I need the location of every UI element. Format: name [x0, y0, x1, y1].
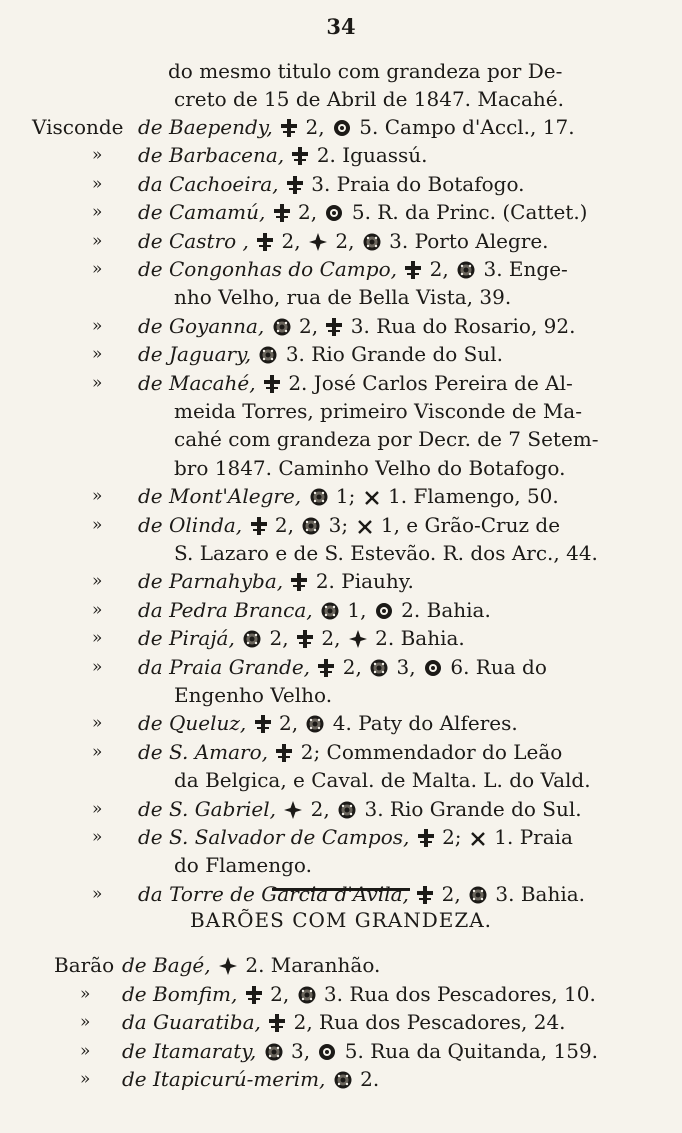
cross-icon: [268, 1013, 286, 1039]
continuation-line: Engenho Velho.: [174, 683, 333, 707]
continuation-line: nho Velho, rua de Bella Vista, 39.: [174, 285, 512, 310]
rose-icon: [369, 658, 389, 684]
ditto-mark: »: [92, 741, 103, 762]
continuation-line: S. Lazaro e de S. Estevão. R. dos Arc., 44.: [174, 541, 598, 565]
ditto-mark: »: [92, 571, 103, 592]
rose-icon: [468, 885, 488, 911]
entry-text: 2. Bahia.: [394, 597, 491, 622]
entry-text: 2. Bahia.: [368, 626, 465, 651]
continuation-line: do Flamengo.: [174, 853, 312, 878]
cross-icon: [417, 828, 435, 854]
ditto-mark: »: [80, 1040, 91, 1061]
ditto-mark: »: [92, 202, 103, 223]
rank-label: Barão: [54, 953, 115, 977]
entry-text: 2,: [263, 626, 295, 651]
entry-text: 2,: [263, 981, 296, 1006]
entry-line: [138, 568, 414, 598]
entry-line: [138, 370, 573, 400]
entry-title: de Camamú,: [138, 200, 266, 225]
entry-text: 2. Iguassú.: [310, 143, 428, 168]
entry-title: da Torre de Garcia d'Avila,: [138, 881, 409, 906]
entry-text: 3. Rua dos Pescadores, 10.: [317, 981, 596, 1006]
entry-line: [138, 313, 575, 343]
entry-text: 2,: [292, 313, 325, 338]
entry-text: 3,: [390, 654, 422, 679]
entry-text: 3. Rio Grande do Sul.: [358, 796, 582, 821]
cross-icon: [291, 146, 309, 172]
entry-text: 2,: [423, 257, 456, 281]
ditto-mark: »: [92, 599, 103, 620]
section-heading: BARÕES COM GRANDEZA.: [189, 908, 493, 932]
entry-line: [122, 952, 380, 982]
entry-title: de S. Gabriel,: [138, 796, 276, 821]
intro-line: do mesmo titulo com grandeza por De-: [168, 59, 563, 83]
medal-icon: [324, 203, 344, 229]
entry-line: [122, 1009, 566, 1039]
continuation-line: meida Torres, primeiro Visconde de Ma-: [174, 399, 582, 423]
ditto-mark: »: [92, 798, 103, 819]
entry-text: 2,: [272, 711, 305, 736]
entry-title: de Goyanna,: [138, 313, 265, 338]
entry-text: 3. Rio Grande do Sul.: [279, 342, 503, 367]
x-cross-icon: [363, 487, 381, 513]
cross-icon: [296, 629, 314, 655]
entry-text: 3,: [284, 1038, 317, 1063]
ditto-mark: »: [92, 486, 103, 507]
entry-line: [138, 512, 560, 542]
ditto-mark: »: [92, 145, 103, 166]
entry-title: de Macahé,: [138, 370, 256, 395]
rose-icon: [305, 714, 325, 740]
continuation-line: bro 1847. Caminho Velho do Botafogo.: [174, 455, 566, 480]
cross-icon: [317, 658, 335, 684]
cross-icon: [280, 118, 298, 144]
entry-text: 2,: [291, 200, 324, 225]
ditto-mark: »: [92, 514, 103, 535]
entry-title: de Olinda,: [138, 512, 243, 537]
entry-text: 4. Paty do Alferes.: [326, 711, 518, 736]
entry-text: 3. Bahia.: [489, 881, 586, 906]
entry-line: [138, 199, 588, 229]
ditto-mark: »: [92, 883, 103, 904]
entry-title: de Bagé,: [122, 953, 211, 977]
entry-text: 3;: [322, 512, 355, 537]
cross-icon: [254, 714, 272, 740]
entry-text: 2. Piauhy.: [309, 569, 414, 594]
rose-icon: [309, 487, 329, 513]
entry-text: 2,: [299, 115, 331, 139]
entry-title: de Itamaraty,: [122, 1038, 257, 1063]
entry-text: 5. R. da Princ. (Cattet.): [345, 200, 588, 225]
entry-text: 1;: [329, 484, 362, 509]
entry-text: 3. Rua do Rosario, 92.: [344, 313, 576, 338]
entry-line: [138, 710, 518, 740]
entry-line: [122, 981, 596, 1011]
entry-line: [138, 228, 549, 258]
entry-text: 2. Maranhão.: [238, 953, 381, 977]
entry-line: [138, 654, 547, 684]
entry-text: 3. Enge-: [477, 257, 568, 281]
cross-icon: [290, 572, 308, 598]
entry-title: da Pedra Branca,: [138, 597, 313, 622]
rose-icon: [337, 800, 357, 826]
ditto-mark: »: [92, 344, 103, 365]
entry-text: 2,: [268, 512, 301, 537]
entry-text: 2.: [353, 1067, 380, 1092]
rose-icon: [333, 1070, 353, 1096]
entry-text: 1, e Grão-Cruz de: [374, 512, 561, 537]
x-cross-icon: [469, 828, 487, 854]
cross-icon: [256, 232, 274, 258]
entry-title: de Congonhas do Campo,: [138, 257, 397, 281]
entry-line: [138, 739, 562, 769]
entry-title: de Parnahyba,: [138, 569, 284, 594]
ditto-mark: »: [92, 315, 103, 336]
entry-title: da Guaratiba,: [122, 1010, 261, 1035]
rose-icon: [264, 1042, 284, 1068]
cross-icon: [325, 317, 343, 343]
entry-text: 1. Flamengo, 50.: [381, 484, 559, 509]
rose-icon: [362, 232, 382, 258]
rose-icon: [456, 260, 476, 286]
entry-title: de Pirajá,: [138, 626, 235, 651]
entry-text: 2; Commendador do Leão: [294, 739, 563, 764]
entry-title: de Itapicurú-merim,: [122, 1067, 326, 1092]
entry-title: de Barbacena,: [138, 143, 285, 168]
star-icon: [218, 956, 238, 982]
medal-icon: [374, 601, 394, 627]
entry-line: [138, 114, 575, 144]
entry-text: 1,: [341, 597, 373, 622]
entry-text: 6. Rua do: [444, 654, 547, 679]
entry-text: 2,: [435, 881, 468, 906]
entry-text: 2;: [435, 825, 468, 849]
entry-line: [122, 1066, 379, 1096]
rose-icon: [242, 629, 262, 655]
entry-text: 1. Praia: [487, 825, 573, 849]
entry-line: [138, 625, 465, 655]
ditto-mark: »: [92, 713, 103, 734]
entry-text: 2,: [314, 626, 347, 651]
entry-text: 2,: [336, 654, 369, 679]
entry-title: de Bomfim,: [122, 981, 238, 1006]
cross-icon: [263, 374, 281, 400]
cross-icon: [404, 260, 422, 286]
page-number: 34: [326, 14, 356, 39]
cross-icon: [416, 885, 434, 911]
medal-icon: [317, 1042, 337, 1068]
star-icon: [308, 232, 328, 258]
entry-text: 3. Porto Alegre.: [382, 228, 549, 253]
entry-line: [138, 881, 585, 911]
entry-text: 2,: [275, 228, 307, 253]
continuation-line: da Belgica, e Caval. de Malta. L. do Vald.: [174, 768, 591, 793]
star-icon: [348, 629, 368, 655]
entry-text: 2,: [329, 228, 361, 253]
entry-text: 5. Campo d'Accl., 17.: [352, 115, 575, 139]
ditto-mark: »: [80, 983, 91, 1004]
entry-line: [138, 341, 503, 371]
ditto-mark: »: [92, 656, 103, 677]
ditto-mark: »: [92, 230, 103, 251]
entry-line: [138, 171, 524, 201]
rose-icon: [297, 985, 317, 1011]
ditto-mark: »: [80, 1069, 91, 1090]
entry-title: de S. Amaro,: [138, 739, 268, 764]
entry-line: [138, 142, 428, 172]
ditto-mark: »: [92, 173, 103, 194]
entry-title: de Baependy,: [138, 115, 273, 139]
cross-icon: [286, 175, 304, 201]
ditto-mark: »: [92, 628, 103, 649]
entry-text: 3. Praia do Botafogo.: [304, 171, 525, 196]
entry-line: [122, 1038, 598, 1068]
entry-line: [138, 824, 573, 854]
intro-line: creto de 15 de Abril de 1847. Macahé.: [174, 87, 564, 111]
medal-icon: [332, 118, 352, 144]
entry-title: da Cachoeira,: [138, 171, 279, 196]
continuation-line: cahé com grandeza por Decr. de 7 Setem-: [174, 427, 599, 452]
ditto-mark: »: [92, 259, 103, 279]
entry-title: de Mont'Alegre,: [138, 484, 302, 509]
entry-title: de Castro ,: [138, 228, 249, 253]
section-divider: [272, 888, 410, 891]
entry-line: [138, 483, 559, 513]
star-icon: [283, 800, 303, 826]
cross-icon: [275, 743, 293, 769]
cross-icon: [250, 516, 268, 542]
entry-title: de Jaguary,: [138, 342, 252, 367]
cross-icon: [245, 985, 263, 1011]
entry-title: de S. Salvador de Campos,: [138, 825, 410, 849]
entry-text: 2,: [304, 796, 337, 821]
ditto-mark: »: [80, 1012, 91, 1033]
entry-title: da Praia Grande,: [138, 654, 311, 679]
rose-icon: [258, 345, 278, 371]
rose-icon: [272, 317, 292, 343]
entry-text: 2, Rua dos Pescadores, 24.: [287, 1010, 566, 1035]
entry-text: 5. Rua da Quitanda, 159.: [338, 1038, 599, 1063]
x-cross-icon: [356, 516, 374, 542]
cross-icon: [273, 203, 291, 229]
rose-icon: [301, 516, 321, 542]
ditto-mark: »: [92, 372, 103, 393]
rose-icon: [320, 601, 340, 627]
entry-line: [138, 597, 491, 627]
entry-line: [138, 796, 582, 826]
rank-label: Visconde: [32, 115, 124, 139]
entry-title: de Queluz,: [138, 711, 247, 736]
ditto-mark: »: [92, 827, 103, 847]
entry-text: 2. José Carlos Pereira de Al-: [281, 370, 573, 395]
entry-line: [138, 256, 568, 286]
medal-icon: [423, 658, 443, 684]
